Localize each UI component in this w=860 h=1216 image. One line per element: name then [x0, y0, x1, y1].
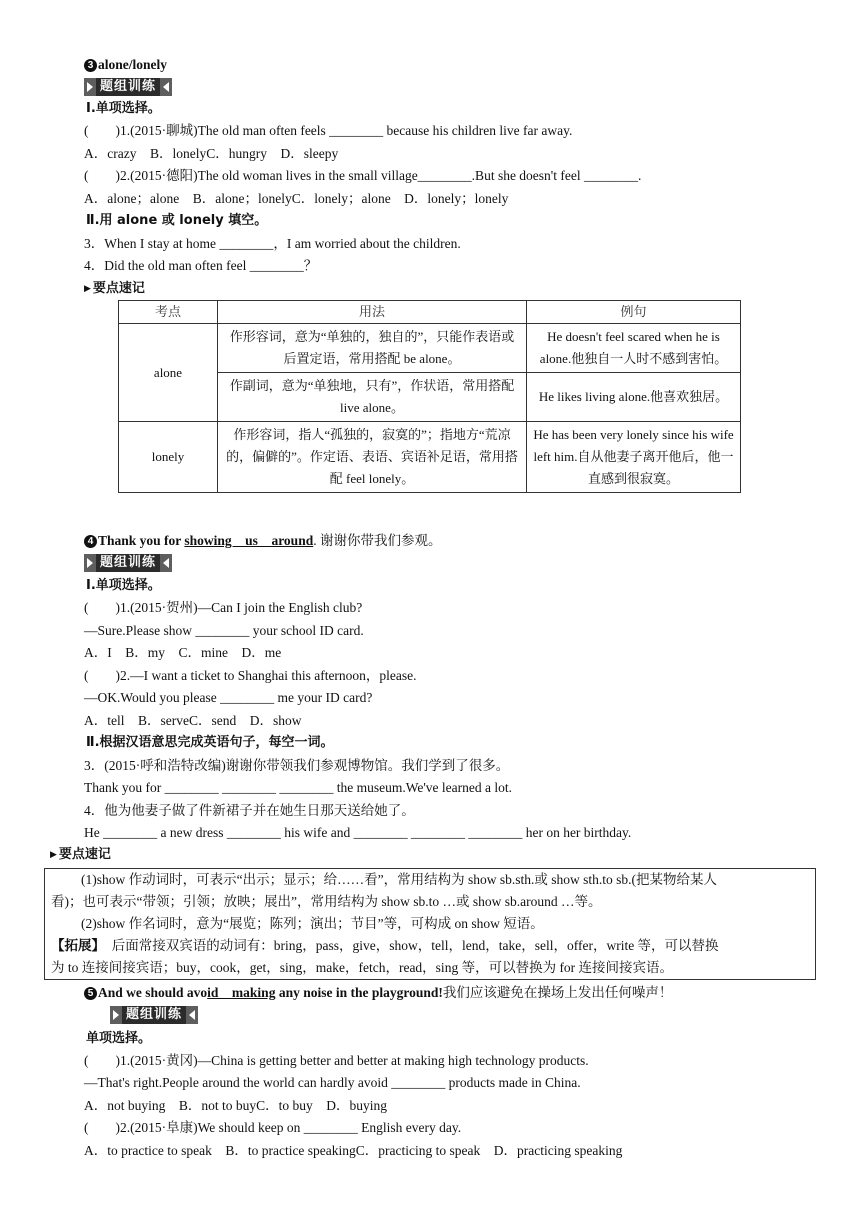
section-3-heading: alone/lonely	[98, 57, 168, 72]
section-3-title	[84, 56, 167, 74]
key-points-box	[44, 868, 816, 980]
arrow-icon: ▶	[50, 850, 57, 860]
play-reverse-icon	[160, 78, 172, 96]
table-header: 例句	[527, 301, 741, 324]
table-cell-term: lonely	[119, 422, 218, 493]
question: ( )1.(2015·聊城)The old man often feels ________ because his children live far away.	[84, 123, 573, 138]
key-points-heading	[50, 846, 111, 864]
title-text-end: any noise in the playground!	[275, 985, 443, 1000]
drill-banner-label: 题组训练	[96, 554, 160, 572]
question-line: —OK.Would you please ________ me your ID card?	[84, 690, 373, 705]
table-header: 用法	[218, 301, 527, 324]
key-points-label: 要点速记	[58, 847, 111, 862]
table-row	[119, 324, 741, 373]
question: 4．他为他妻子做了件新裙子并在她生日那天送给她了。	[84, 803, 415, 818]
table-header-row	[119, 301, 741, 324]
table-cell-usage: 作副词，意为“单独地，只有”，作状语，常用搭配 live alone。	[218, 373, 527, 422]
question: ( )1.(2015·贺州)—Can I join the English club?	[84, 600, 363, 615]
question: ( )1.(2015·黄冈)—China is getting better and better at making high technology products.	[84, 1053, 589, 1068]
box-line: (1)show 作动词时，可表示“出示；显示；给……看”，常用结构为 show sb.sth.或 show sth.to sb.(把某物给某人	[81, 872, 717, 887]
part-heading: Ⅱ.用 alone 或 lonely 填空。	[86, 213, 268, 228]
key-points-heading	[84, 280, 145, 298]
drill-banner	[84, 554, 172, 572]
box-line: (2)show 作名词时，意为“展览；陈列；演出；节目”等，可构成 on show 短语。	[81, 916, 544, 931]
question: ( )2.—I want a ticket to Shanghai this afternoon，please.	[84, 668, 417, 683]
table-cell-usage: 作形容词，指人“孤独的，寂寞的”；指地方“荒凉的，偏僻的”。作定语、表语、宾语补足语，常用搭配 feel lonely。	[218, 422, 527, 493]
drill-banner	[84, 78, 172, 96]
table-header: 考点	[119, 301, 218, 324]
box-line	[51, 937, 719, 955]
table-cell-example: He doesn't feel scared when he is alone.他独自一人时不感到害怕。	[527, 324, 741, 373]
question-line: He ________ a new dress ________ his wife and ________ ________ ________ her on her birthday.	[84, 825, 632, 840]
table-cell-example: He has been very lonely since his wife left him.自从他妻子离开他后，他一直感到很寂寞。	[527, 422, 741, 493]
title-translation: 我们应该避免在操场上发出任何噪声！	[442, 985, 673, 1000]
play-icon	[110, 1006, 122, 1024]
play-reverse-icon	[186, 1006, 198, 1024]
question-options: A．I B．my C．mine D．me	[84, 645, 282, 660]
part-heading: Ⅰ.单项选择。	[86, 101, 161, 116]
question: ( )2.(2015·德阳)The old woman lives in the small village________.But she doesn't feel ________.	[84, 168, 642, 183]
section-5-title	[84, 984, 672, 1002]
part-heading: 单项选择。	[86, 1031, 152, 1046]
play-icon	[84, 554, 96, 572]
part-heading: Ⅱ.根据汉语意思完成英语句子，每空一词。	[86, 735, 334, 750]
key-points-label: 要点速记	[92, 281, 145, 296]
drill-banner-label: 题组训练	[96, 78, 160, 96]
title-text: And we should avo	[98, 985, 208, 1000]
box-line: 看)；也可表示“带领；引领；放映；展出”，常用结构为 show sb.to …或 show sb.around …等。	[51, 894, 602, 909]
title-text: Thank you for	[98, 533, 185, 548]
section-number-badge: 4	[84, 535, 97, 548]
section-4-title	[84, 532, 441, 550]
question: 4．Did the old man often feel ________？	[84, 258, 318, 273]
box-line: 为 to 连接间接宾语；buy，cook，get，sing，make，fetch，read，sing 等，可以替换为 for 连接间接宾语。	[51, 960, 674, 975]
question: 3．(2015·呼和浩特改编)谢谢你带领我们参观博物馆。我们学到了很多。	[84, 758, 510, 773]
arrow-icon: ▶	[84, 284, 91, 294]
table-row	[119, 422, 741, 493]
drill-banner	[110, 1006, 198, 1024]
extension-label: 【拓展】	[51, 938, 99, 953]
question-options: A．tell B．serveC．send D．show	[84, 713, 302, 728]
usage-table	[118, 300, 741, 493]
table-cell-usage: 作形容词，意为“单独的，独自的”，只能作表语或后置定语，常用搭配 be alone。	[218, 324, 527, 373]
table-cell-example: He likes living alone.他喜欢独居。	[527, 373, 741, 422]
title-translation: . 谢谢你带我们参观。	[313, 533, 442, 548]
title-underlined: id making	[207, 985, 276, 1000]
play-reverse-icon	[160, 554, 172, 572]
drill-banner-label: 题组训练	[122, 1006, 186, 1024]
section-number-badge: 5	[84, 987, 97, 1000]
question-options: A．to practice to speak B．to practice speakingC．practicing to speak D．practicing speaking	[84, 1143, 623, 1158]
extension-text: 后面常接双宾语的动词有：bring，pass，give，show，tell，lend，take，sell，offer，write 等，可以替换	[98, 938, 719, 953]
question-line: —That's right.People around the world can hardly avoid ________ products made in China.	[84, 1075, 581, 1090]
question: ( )2.(2015·阜康)We should keep on ________ English every day.	[84, 1120, 462, 1135]
section-number-badge: 3	[84, 59, 97, 72]
question-options: A．alone；alone B．alone；lonelyC．lonely；alone D．lonely；lonely	[84, 191, 509, 206]
table-cell-term: alone	[119, 324, 218, 422]
play-icon	[84, 78, 96, 96]
title-underlined: showing us around	[184, 533, 314, 548]
part-heading: Ⅰ.单项选择。	[86, 578, 161, 593]
question-options: A．crazy B．lonelyC．hungry D．sleepy	[84, 146, 339, 161]
question-line: Thank you for ________ ________ ________ the museum.We've learned a lot.	[84, 780, 513, 795]
question-line: —Sure.Please show ________ your school ID card.	[84, 623, 364, 638]
question: 3．When I stay at home ________，I am worried about the children.	[84, 236, 461, 251]
question-options: A．not buying B．not to buyC．to buy D．buying	[84, 1098, 388, 1113]
